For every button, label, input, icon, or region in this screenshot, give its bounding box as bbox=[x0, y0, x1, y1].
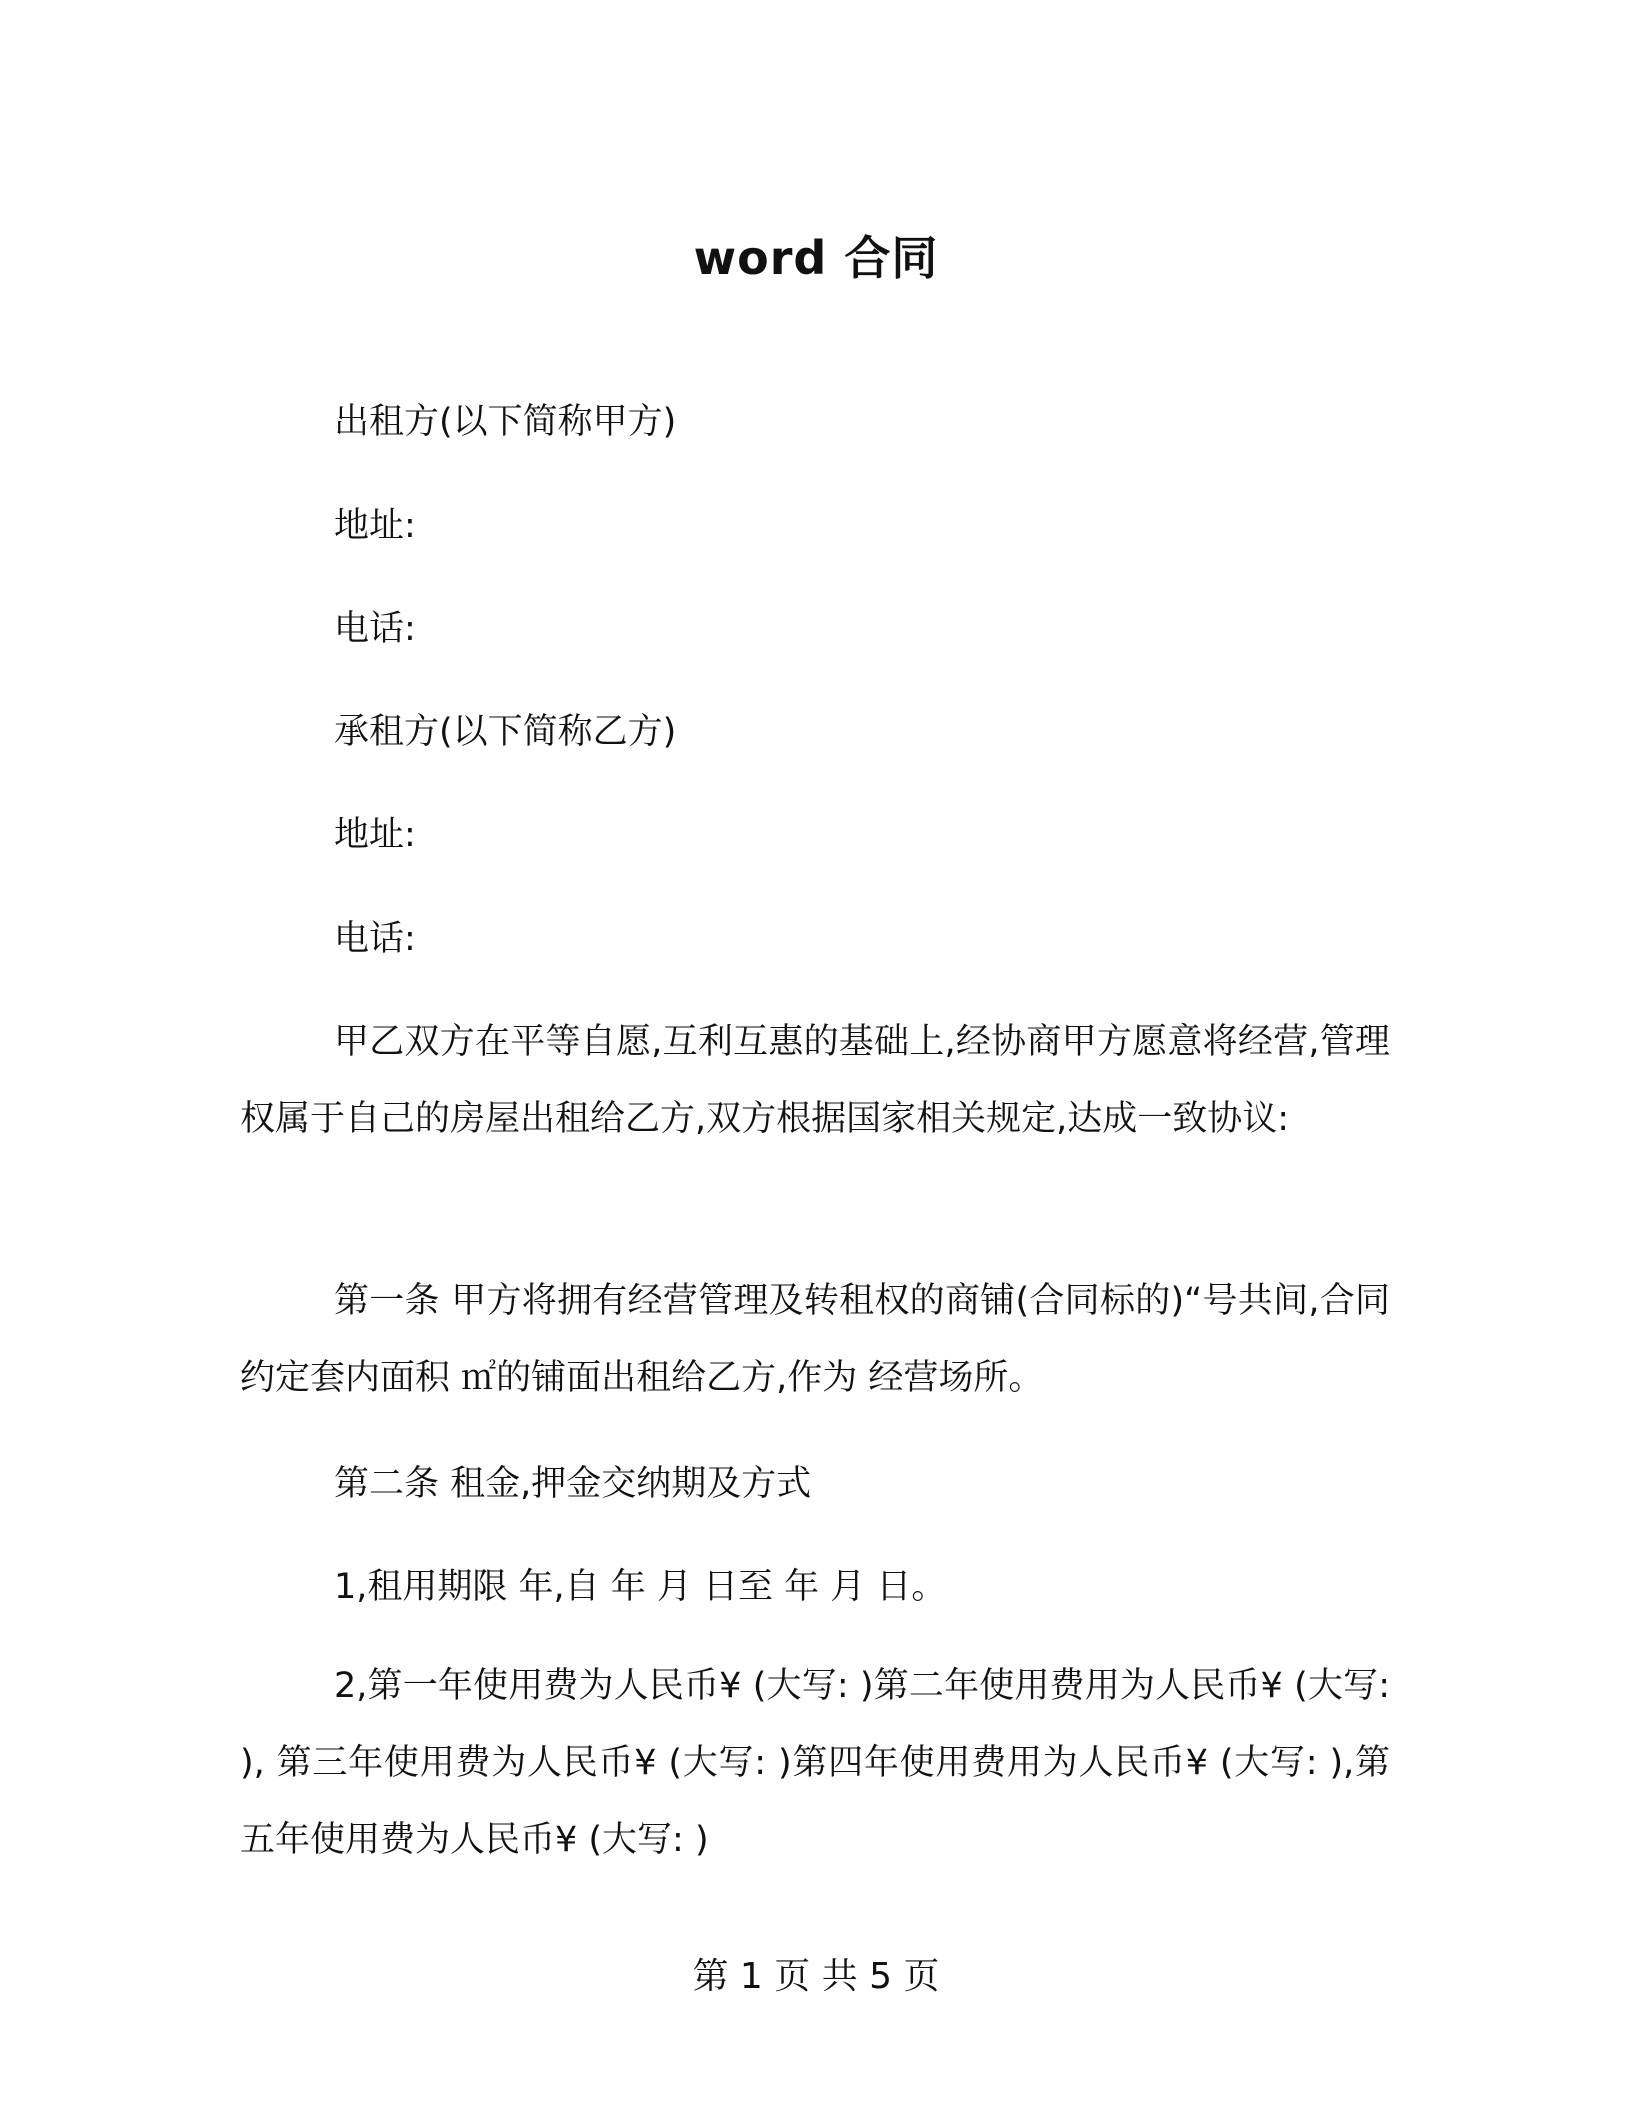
preamble-paragraph: 甲乙双方在平等自愿,互利互惠的基础上,经协商甲方愿意将经营,管理权属于自己的房屋出租给乙方,双方根据国家相关规定,达成一致协议: bbox=[240, 1022, 1390, 1139]
page-indicator: 第 1 页 共 5 页 bbox=[692, 1956, 940, 1997]
lessee-label: 承租方(以下简称乙方) bbox=[334, 712, 677, 752]
article-2-heading: 第二条 租金,押金交纳期及方式 bbox=[334, 1464, 812, 1504]
clause-2-paragraph: 2,第一年使用费为人民币¥ (大写: )第二年使用费用为人民币¥ (大写: ), 第三年使用费为人民币¥ (大写: )第四年使用费用为人民币¥ (大写: ),第五年使用费为人民币¥ (大写: ) bbox=[240, 1666, 1390, 1860]
lessee-address-label: 地址: bbox=[334, 815, 416, 855]
lessor-label: 出租方(以下简称甲方) bbox=[334, 402, 677, 442]
document-title: word 合同 bbox=[693, 231, 939, 285]
lessor-phone-label: 电话: bbox=[334, 609, 416, 649]
lessee-phone-label: 电话: bbox=[334, 919, 416, 959]
article-1-paragraph: 第一条 甲方将拥有经营管理及转租权的商铺(合同标的)“号共间,合同约定套内面积 ㎡的铺面出租给乙方,作为 经营场所。 bbox=[240, 1281, 1390, 1398]
clause-1-text: 1,租用期限 年,自 年 月 日至 年 月 日。 bbox=[334, 1567, 947, 1607]
lessor-address-label: 地址: bbox=[334, 506, 416, 546]
